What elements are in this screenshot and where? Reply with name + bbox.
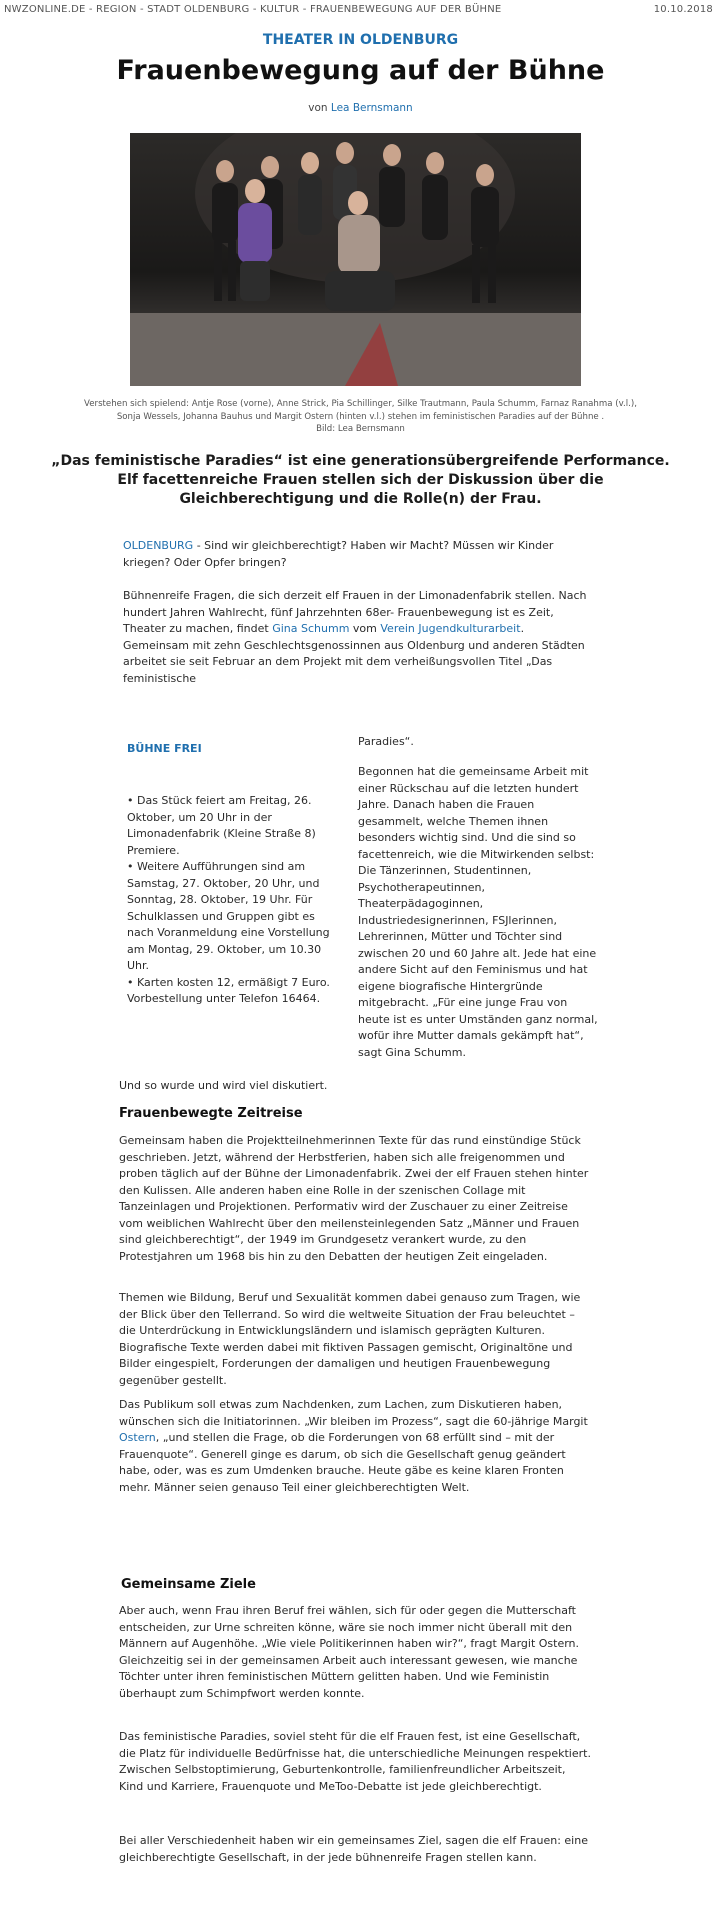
link-verein-jugendkulturarbeit[interactable]: Verein Jugendkulturarbeit xyxy=(380,622,521,635)
dateline-place: OLDENBURG xyxy=(123,539,194,552)
caption-line-1: Verstehen sich spielend: Antje Rose (vorne), Anne Strick, Pia Schillinger, Silke Trautmann, Paula Schumm, Farnaz Ranahma (v.l.), xyxy=(84,399,637,409)
link-gina-schumm[interactable]: Gina Schumm xyxy=(272,622,350,635)
section1-paragraph-3 xyxy=(119,1397,593,1496)
byline-prefix: von xyxy=(308,102,328,114)
article-photo xyxy=(130,133,581,386)
caption-line-2: Sonja Wessels, Johanna Bauhus und Margit Ostern (hinten v.l.) stehen im feministischen Paradies auf der Bühne . xyxy=(116,411,605,422)
section2-paragraph-3: Bei aller Verschiedenheit haben wir ein gemeinsames Ziel, sagen die elf Frauen: eine gleichberechtigte Gesellschaft, in der jede bühnenreife Fragen stellen kann. xyxy=(119,1834,588,1864)
section2-paragraph-2: Das feministische Paradies, soviel steht für die elf Frauen fest, ist eine Gesellschaft, die Platz für individuelle Bedürfnisse hat, die unterschiedliche Meinungen respektiert. Zwischen Selbstoptimierung, Geburtenkontrolle, familienfreundlicher Arbeitszeit, Kind und Karriere, Frauenquote und MeToo-Debatte ist jede gleichberechtigt. xyxy=(119,1730,591,1793)
stage-performers-image xyxy=(130,133,581,386)
paragraph-intro xyxy=(123,538,593,571)
article-kicker: THEATER IN OLDENBURG xyxy=(262,32,459,48)
p2-text-a: Bühnenreife Fragen, die sich derzeit elf Frauen in der Limonadenfabrik stellen. Nach hundert Jahren Wahlrecht, fünf Jahrzehnten 68er- Frauenbewegung ist es Zeit, Theater zu machen, findet xyxy=(123,589,587,635)
s1p3-text-a: Das Publikum soll etwas zum Nachdenken, zum Lachen, zum Diskutieren haben, wünschen sich die Initiatorinnen. „Wir bleiben im Prozess“, sagt die 60-jährige Margit xyxy=(119,1398,588,1428)
paragraph-3: Begonnen hat die gemeinsame Arbeit mit einer Rückschau auf die letzten hundert Jahre. Danach haben die Frauen gesammelt, welche Themen ihnen besonders wichtig sind. Und die sind so facettenreich, wie die Mitwirkenden selbst: Die Tänzerinnen, Studentinnen, Psychotherapeutinnen, Theaterpädagoginnen, Industriedesignerinnen, FSJlerinnen, Lehrerinnen, Mütter und Töchter sind zwischen 20 und 60 Jahre alt. Jede hat eine andere Sicht auf den Feminismus und hat eigene biografische Hintergründe mitgebracht. „Für eine junge Frau von heute ist es unter Umständen ganz normal, wofür ihre Mutter damals gekämpft hat“, sagt Gina Schumm. xyxy=(358,765,598,1059)
infobox-item: • Karten kosten 12, ermäßigt 7 Euro. Vorbestellung unter Telefon 16464. xyxy=(127,975,330,1005)
byline xyxy=(0,102,721,114)
infobox-item: • Das Stück feiert am Freitag, 26. Oktober, um 20 Uhr in der Limonadenfabrik (Kleine Straße 8) Premiere. xyxy=(127,794,316,857)
paragraph-4: Und so wurde und wird viel diskutiert. xyxy=(119,1079,328,1092)
paragraph-2 xyxy=(123,588,593,687)
p2-text-b: vom xyxy=(349,622,381,635)
infobox-title: BÜHNE FREI xyxy=(127,742,202,755)
breadcrumb[interactable]: NWZONLINE.DE - REGION - STADT OLDENBURG - KULTUR - FRAUENBEWEGUNG AUF DER BÜHNE xyxy=(4,4,502,15)
infobox-item: • Weitere Aufführungen sind am Samstag, 27. Oktober, 20 Uhr, und Sonntag, 28. Oktober, 19 Uhr. Für Schulklassen und Gruppen gibt es nach Voranmeldung eine Vorstellung am Montag, 29. Oktober, um 10.30 Uhr. xyxy=(127,860,330,972)
intro-text: - Sind wir gleichberechtigt? Haben wir Macht? Müssen wir Kinder kriegen? Oder Opfer bringen? xyxy=(123,539,554,569)
section-title-zeitreise: Frauenbewegte Zeitreise xyxy=(119,1106,303,1121)
photo-caption xyxy=(40,398,681,436)
top-bar xyxy=(4,4,713,20)
p2-text-c: . Gemeinsam mit zehn Geschlechtsgenossinnen aus Oldenburg und anderen Städten arbeitet sie seit Februar an dem Projekt mit dem verheißungsvollen Titel „Das feministische xyxy=(123,622,585,685)
infobox-list xyxy=(127,793,337,1008)
link-ostern[interactable]: Ostern xyxy=(119,1431,156,1444)
section2-paragraph-1: Aber auch, wenn Frau ihren Beruf frei wählen, sich für oder gegen die Mutterschaft entscheiden, zur Urne schreiten könne, wäre sie noch immer nicht überall mit den Männern auf Augenhöhe. „Wie viele Politikerinnen haben wir?“, fragt Margit Ostern. Gleichzeitig sei in der gemeinsamen Arbeit auch interessant gewesen, wie manche Töchter unter ihren feministischen Müttern gelitten haben. Und wie Feministin überhaupt zum Schimpfwort werden konnte. xyxy=(119,1604,580,1700)
article-headline: Frauenbewegung auf der Bühne xyxy=(116,55,605,86)
caption-credit: Bild: Lea Bernsmann xyxy=(316,424,405,434)
author-link[interactable]: Lea Bernsmann xyxy=(330,102,413,114)
article-lead: „Das feministische Paradies“ ist eine generationsübergreifende Performance. Elf facettenreiche Frauen stellen sich der Diskussion über die Gleichberechtigung und die Rolle(n) der Frau. xyxy=(51,453,670,507)
section1-paragraph-1: Gemeinsam haben die Projektteilnehmerinnen Texte für das rund einstündige Stück geschrieben. Jetzt, während der Herbstferien, haben sich alle freigenommen und proben täglich auf der Bühne der Limonadenfabrik. Zwei der elf Frauen stehen hinter den Kulissen. Alle anderen haben eine Rolle in der szenischen Collage mit Tanzeinlagen und Projektionen. Performativ wird der Zuschauer zu einer Zeitreise vom weiblichen Wahlrecht über den meilensteinlegenden Satz „Männer und Frauen sind gleichberechtigt“, der 1949 im Grundgesetz verankert wurde, zu den Protestjahren um 1968 bis hin zu den Debatten der heutigen Zeit eingeladen. xyxy=(119,1134,589,1263)
section1-paragraph-2: Themen wie Bildung, Beruf und Sexualität kommen dabei genauso zum Tragen, wie der Blick über den Tellerrand. So wird die weltweite Situation der Frau beleuchtet – die Unterdrückung in Entwicklungsländern und islamisch geprägten Kulturen. Biografische Texte werden dabei mit fiktiven Passagen gemischt, Originaltöne und Bilder eingespielt, Forderungen der damaligen und heutigen Frauenbewegung gegenüber gestellt. xyxy=(119,1291,581,1387)
section-title-ziele: Gemeinsame Ziele xyxy=(121,1577,256,1592)
s1p3-text-b: , „und stellen die Frage, ob die Forderungen von 68 erfüllt sind – mit der Frauenquote“. Generell ginge es darum, ob sich die Gesellschaft genug geändert habe, oder, was es zum Umdenken brauche. Heute gäbe es keine klaren Fronten mehr. Männer seien genauso Teil einer gleichberechtigten Welt. xyxy=(119,1431,566,1494)
paragraph-2-continued: Paradies“. xyxy=(358,735,414,748)
article-date: 10.10.2018 xyxy=(653,4,713,15)
